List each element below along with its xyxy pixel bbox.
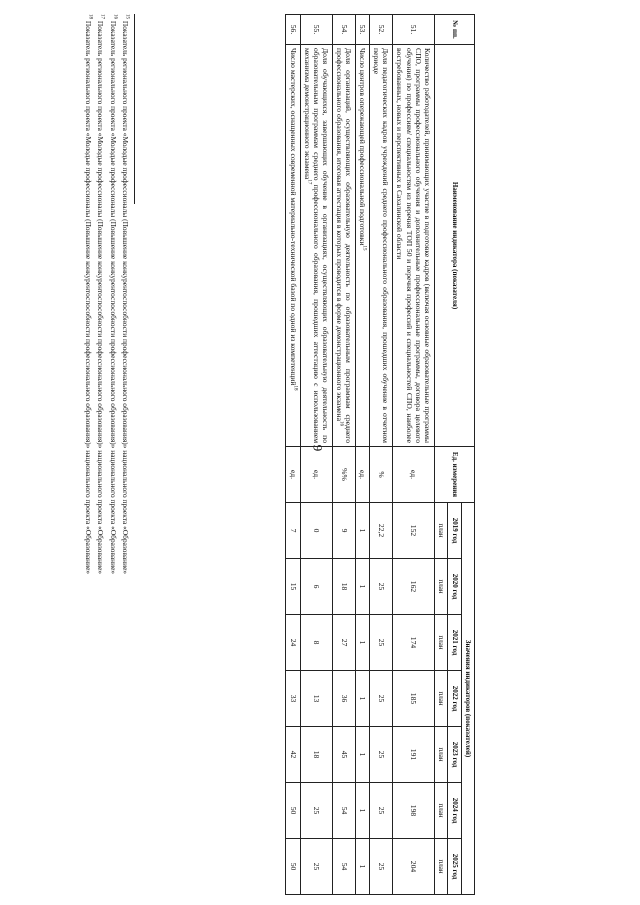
unit-cell: ед. xyxy=(286,447,300,503)
header-plan: план xyxy=(434,559,447,615)
rotated-page-content xyxy=(25,14,475,894)
value-cell: 25 xyxy=(370,783,393,839)
footnote-ref: 18 xyxy=(292,385,298,391)
value-cell: 15 xyxy=(286,559,300,615)
row-number: 53. xyxy=(356,15,370,45)
value-cell: 25 xyxy=(370,839,393,895)
header-unit: Ед. измерения xyxy=(434,447,474,503)
value-cell: 54 xyxy=(332,783,355,839)
indicator-name-text: Доля педагогических кадров учреждений среднего профессионального образования, прошедших обучение в отчетном периоде xyxy=(372,48,391,443)
unit-cell: ед. xyxy=(356,447,370,503)
header-name: Наименование индикатора (показателя) xyxy=(434,45,474,447)
footnote xyxy=(109,14,118,894)
header-plan: план xyxy=(434,503,447,559)
indicator-name xyxy=(356,45,370,447)
header-year: 2023 год xyxy=(448,727,461,783)
footnote-ref: 15 xyxy=(361,245,367,251)
value-cell: 50 xyxy=(286,839,300,895)
value-cell: 27 xyxy=(332,615,355,671)
indicator-name xyxy=(300,45,332,447)
value-cell: 13 xyxy=(300,671,332,727)
header-year: 2025 год xyxy=(448,839,461,895)
header-plan: план xyxy=(434,839,447,895)
header-plan: план xyxy=(434,615,447,671)
value-cell: 152 xyxy=(393,503,434,559)
header-year: 2022 год xyxy=(448,671,461,727)
table-body xyxy=(286,15,434,895)
footnote-text: Показатель регионального проекта «Молодые профессионалы (Повышение конкурентоспособности профессионального образования)» национального проекта «Образование» xyxy=(121,20,130,575)
header-year: 2019 год xyxy=(448,503,461,559)
value-cell: 42 xyxy=(286,727,300,783)
value-cell: 18 xyxy=(300,727,332,783)
footnote xyxy=(96,14,105,894)
value-cell: 36 xyxy=(332,671,355,727)
footnote-mark: 16 xyxy=(112,14,118,19)
table-row xyxy=(332,15,355,895)
header-plan: план xyxy=(434,727,447,783)
value-cell: 33 xyxy=(286,671,300,727)
footnote-mark: 17 xyxy=(99,14,105,19)
value-cell: 45 xyxy=(332,727,355,783)
header-plan: план xyxy=(434,783,447,839)
header-values-group: Значения индикаторов (показателей) xyxy=(461,503,474,895)
header-num: № пп. xyxy=(434,15,474,45)
value-cell: 204 xyxy=(393,839,434,895)
indicator-name-text: Число мастерских, оснащенных современной материально-технической базой по одной из компетенций xyxy=(288,48,298,386)
value-cell: 162 xyxy=(393,559,434,615)
indicator-name xyxy=(393,45,434,447)
value-cell: 25 xyxy=(370,671,393,727)
value-cell: 198 xyxy=(393,783,434,839)
row-number: 54. xyxy=(332,15,355,45)
footnote-ref: 16 xyxy=(338,421,344,426)
value-cell: 25 xyxy=(370,615,393,671)
value-cell: 1 xyxy=(356,559,370,615)
header-year: 2021 год xyxy=(448,615,461,671)
value-cell: 191 xyxy=(393,727,434,783)
footnote-list xyxy=(84,14,130,894)
table-row xyxy=(286,15,300,895)
unit-cell: ед. xyxy=(300,447,332,503)
footnotes xyxy=(81,14,135,894)
value-cell: 7 xyxy=(286,503,300,559)
value-cell: 25 xyxy=(300,783,332,839)
footnote-text: Показатель регионального проекта «Молодые профессионалы (Повышение конкурентоспособности профессионального образования)» национального проекта «Образование» xyxy=(108,20,118,575)
row-number: 51. xyxy=(393,15,434,45)
value-cell: 0 xyxy=(300,503,332,559)
footnote-mark: 18 xyxy=(87,14,93,19)
value-cell: 8 xyxy=(300,615,332,671)
footnote-rule xyxy=(134,14,135,204)
indicator-name-text: Доля организаций, осуществляющих образовательную деятельность по образовательным программам среднего профессионального образования, итоговая аттестация в которых проводится в форме демонстрационного экзамена xyxy=(334,48,354,443)
header-plan: план xyxy=(434,671,447,727)
table-row xyxy=(300,15,332,895)
value-cell: 25 xyxy=(370,727,393,783)
value-cell: 1 xyxy=(356,839,370,895)
header-year: 2024 год xyxy=(448,783,461,839)
value-cell: 1 xyxy=(356,783,370,839)
value-cell: 25 xyxy=(300,839,332,895)
footnote-text: Показатель регионального проекта «Молодые профессионалы (Повышение конкурентоспособности профессионального образования)» национального проекта «Образование» xyxy=(96,20,106,575)
value-cell: 9 xyxy=(332,503,355,559)
page-number: 9 xyxy=(310,444,326,452)
indicator-name xyxy=(332,45,355,447)
footnote-text: Показатель регионального проекта «Молодые профессионалы (Повышение конкурентоспособности профессионального образования)» национального проекта «Образование» xyxy=(84,20,94,575)
header-year: 2020 год xyxy=(448,559,461,615)
unit-cell: %% xyxy=(332,447,355,503)
value-cell: 18 xyxy=(332,559,355,615)
unit-cell: ед. xyxy=(393,447,434,503)
value-cell: 54 xyxy=(332,839,355,895)
indicator-name xyxy=(286,45,300,447)
value-cell: 1 xyxy=(356,503,370,559)
row-number: 56. xyxy=(286,15,300,45)
row-number: 52. xyxy=(370,15,393,45)
indicator-name-text: Количество работодателей, принимающих участие в подготовке кадров (включая основные образовательные программы СПО, программы профессионального обучения и дополнительные профессиональные программы, договора целевого обучения) по профессиям/ специальностям из перечня ТОП 50 и перечня профессий и специальностей СПО, наиболее востребованных, новых и перспективных в Сахалинской области xyxy=(395,48,432,443)
value-cell: 50 xyxy=(286,783,300,839)
value-cell: 1 xyxy=(356,615,370,671)
indicator-name-text: Доля обучающихся, завершающих обучение в организациях, осуществляющих образовательную деятельность по образовательным программам среднего профессионального образования, прошедших аттестацию с использованием механизма демонстрационного экзамена xyxy=(302,48,330,443)
unit-cell: % xyxy=(370,447,393,503)
indicators-table xyxy=(285,14,475,895)
footnote xyxy=(84,14,93,894)
value-cell: 6 xyxy=(300,559,332,615)
table-row xyxy=(370,15,393,895)
row-number: 55. xyxy=(300,15,332,45)
indicator-name-text: Число центров опережающей профессиональной подготовки xyxy=(358,48,368,246)
indicator-name xyxy=(370,45,393,447)
footnote-ref: 17 xyxy=(306,179,312,185)
value-cell: 24 xyxy=(286,615,300,671)
table-row xyxy=(356,15,370,895)
value-cell: 185 xyxy=(393,671,434,727)
value-cell: 1 xyxy=(356,727,370,783)
value-cell: 25 xyxy=(370,559,393,615)
value-cell: 22,2 xyxy=(370,503,393,559)
footnote-mark: 15 xyxy=(124,14,130,19)
table-row xyxy=(393,15,434,895)
value-cell: 174 xyxy=(393,615,434,671)
value-cell: 1 xyxy=(356,671,370,727)
footnote xyxy=(121,14,130,894)
